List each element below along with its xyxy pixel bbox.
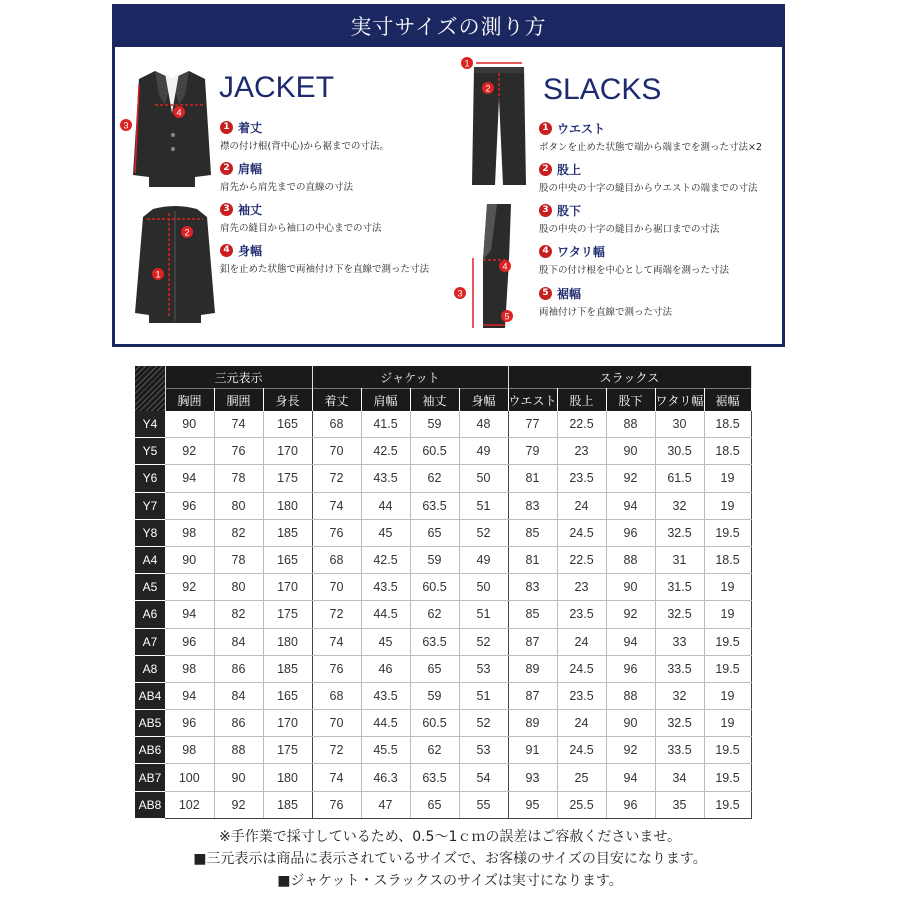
table-row — [135, 710, 751, 737]
table-cell: 92 — [606, 465, 655, 492]
table-row — [135, 628, 751, 655]
table-cell: 70 — [312, 710, 361, 737]
item-name: 袖丈 — [238, 203, 263, 217]
table-cell: 19.5 — [704, 628, 751, 655]
table-cell: 45 — [361, 519, 410, 546]
size-table — [135, 366, 752, 819]
row-size-label: AB6 — [135, 737, 165, 764]
table-cell: 44 — [361, 492, 410, 519]
table-cell: 72 — [312, 601, 361, 628]
table-cell: 89 — [508, 710, 557, 737]
number-badge: 1 — [539, 122, 552, 135]
table-cell: 41.5 — [361, 411, 410, 438]
svg-text:4: 4 — [176, 107, 182, 118]
table-cell: 32.5 — [655, 601, 704, 628]
table-cell: 180 — [263, 492, 312, 519]
table-cell: 24 — [557, 492, 606, 519]
table-cell: 90 — [606, 574, 655, 601]
svg-text:2: 2 — [485, 83, 491, 94]
number-badge: 3 — [220, 203, 233, 216]
table-cell: 92 — [606, 737, 655, 764]
table-cell: 86 — [214, 710, 263, 737]
column-header: 裾幅 — [704, 389, 751, 412]
number-badge: 3 — [539, 204, 552, 217]
table-cell: 44.5 — [361, 601, 410, 628]
table-cell: 50 — [459, 465, 508, 492]
table-cell: 90 — [214, 764, 263, 791]
jacket-label: JACKET — [219, 71, 335, 104]
table-cell: 49 — [459, 438, 508, 465]
note-line: ■ジャケット・スラックスのサイズは実寸になります。 — [277, 873, 623, 889]
table-cell: 76 — [214, 438, 263, 465]
item-name: 着丈 — [238, 121, 263, 135]
table-cell: 19.5 — [704, 764, 751, 791]
table-cell: 59 — [410, 411, 459, 438]
table-cell: 62 — [410, 465, 459, 492]
column-header: 股下 — [606, 389, 655, 412]
table-cell: 84 — [214, 682, 263, 709]
row-size-label: Y5 — [135, 438, 165, 465]
table-cell: 85 — [508, 601, 557, 628]
item-desc: ボタンを止めた状態で端から端までを測った寸法×2 — [539, 142, 763, 153]
table-cell: 60.5 — [410, 710, 459, 737]
table-cell: 68 — [312, 411, 361, 438]
table-cell: 86 — [214, 655, 263, 682]
table-cell: 165 — [263, 546, 312, 573]
table-cell: 80 — [214, 574, 263, 601]
item-name: 裾幅 — [557, 287, 582, 301]
table-cell: 76 — [312, 791, 361, 818]
table-cell: 96 — [165, 628, 214, 655]
row-size-label: Y8 — [135, 519, 165, 546]
column-header: ウエスト — [508, 389, 557, 412]
table-cell: 74 — [312, 764, 361, 791]
table-cell: 88 — [214, 737, 263, 764]
table-cell: 50 — [459, 574, 508, 601]
table-cell: 98 — [165, 737, 214, 764]
svg-text:3: 3 — [457, 288, 463, 299]
table-cell: 31.5 — [655, 574, 704, 601]
table-cell: 22.5 — [557, 546, 606, 573]
table-cell: 91 — [508, 737, 557, 764]
item-desc: 股の中央の十字の縫目から裾口までの寸法 — [539, 224, 720, 235]
table-cell: 19.5 — [704, 737, 751, 764]
table-cell: 76 — [312, 519, 361, 546]
slacks-front-illustration — [458, 55, 533, 190]
table-row — [135, 655, 751, 682]
table-cell: 80 — [214, 492, 263, 519]
table-cell: 92 — [606, 601, 655, 628]
table-cell: 42.5 — [361, 438, 410, 465]
table-cell: 81 — [508, 465, 557, 492]
table-cell: 89 — [508, 655, 557, 682]
table-cell: 23.5 — [557, 682, 606, 709]
svg-text:5: 5 — [504, 311, 510, 322]
table-cell: 81 — [508, 546, 557, 573]
row-size-label: A4 — [135, 546, 165, 573]
table-cell: 165 — [263, 682, 312, 709]
table-cell: 43.5 — [361, 682, 410, 709]
table-cell: 74 — [214, 411, 263, 438]
table-cell: 19.5 — [704, 519, 751, 546]
svg-text:1: 1 — [464, 58, 470, 69]
table-cell: 63.5 — [410, 764, 459, 791]
table-cell: 70 — [312, 574, 361, 601]
table-row — [135, 438, 751, 465]
item-name: 股下 — [557, 204, 582, 218]
table-cell: 68 — [312, 546, 361, 573]
row-size-label: A6 — [135, 601, 165, 628]
row-size-label: A7 — [135, 628, 165, 655]
table-cell: 23.5 — [557, 465, 606, 492]
table-cell: 53 — [459, 655, 508, 682]
table-cell: 78 — [214, 465, 263, 492]
table-cell: 59 — [410, 546, 459, 573]
table-cell: 18.5 — [704, 438, 751, 465]
table-cell: 74 — [312, 628, 361, 655]
table-cell: 90 — [606, 438, 655, 465]
table-cell: 34 — [655, 764, 704, 791]
item-name: 股上 — [557, 163, 582, 177]
table-cell: 96 — [165, 710, 214, 737]
table-cell: 65 — [410, 791, 459, 818]
slacks-item-waist — [539, 120, 762, 153]
table-cell: 24.5 — [557, 519, 606, 546]
row-size-label: Y6 — [135, 465, 165, 492]
table-cell: 83 — [508, 492, 557, 519]
table-cell: 70 — [312, 438, 361, 465]
table-cell: 24.5 — [557, 737, 606, 764]
table-cell: 175 — [263, 601, 312, 628]
guide-title: 実寸サイズの測り方 — [115, 7, 782, 47]
svg-text:4: 4 — [502, 261, 508, 272]
note-line: ■三元表示は商品に表示されているサイズで、お客様のサイズの目安になります。 — [193, 851, 707, 867]
table-cell: 19.5 — [704, 791, 751, 818]
table-cell: 45 — [361, 628, 410, 655]
table-cell: 180 — [263, 628, 312, 655]
table-cell: 96 — [606, 519, 655, 546]
group-header-jacket: ジャケット — [312, 366, 508, 389]
table-cell: 102 — [165, 791, 214, 818]
table-cell: 19 — [704, 710, 751, 737]
table-cell: 25.5 — [557, 791, 606, 818]
table-cell: 93 — [508, 764, 557, 791]
table-cell: 52 — [459, 519, 508, 546]
table-cell: 92 — [165, 574, 214, 601]
item-desc: 両袖付け下を直線で測った寸法 — [539, 307, 673, 318]
slacks-item-rise — [539, 161, 758, 194]
table-cell: 49 — [459, 546, 508, 573]
svg-text:2: 2 — [184, 227, 190, 238]
table-row — [135, 682, 751, 709]
row-size-label: AB8 — [135, 791, 165, 818]
table-cell: 43.5 — [361, 465, 410, 492]
column-header: 胴囲 — [214, 389, 263, 412]
column-header: 身幅 — [459, 389, 508, 412]
group-header-slacks: スラックス — [508, 366, 751, 389]
table-cell: 19 — [704, 465, 751, 492]
table-cell: 32.5 — [655, 519, 704, 546]
table-cell: 23 — [557, 438, 606, 465]
table-cell: 18.5 — [704, 546, 751, 573]
column-header: 袖丈 — [410, 389, 459, 412]
row-size-label: AB5 — [135, 710, 165, 737]
column-header: 肩幅 — [361, 389, 410, 412]
table-cell: 24 — [557, 628, 606, 655]
table-row — [135, 492, 751, 519]
table-cell: 18.5 — [704, 411, 751, 438]
table-cell: 165 — [263, 411, 312, 438]
table-cell: 22.5 — [557, 411, 606, 438]
table-cell: 23 — [557, 574, 606, 601]
item-desc: 襟の付け根(背中心)から裾までの寸法。 — [220, 141, 389, 152]
table-row — [135, 764, 751, 791]
svg-text:3: 3 — [123, 120, 129, 131]
table-cell: 63.5 — [410, 628, 459, 655]
table-cell: 95 — [508, 791, 557, 818]
number-badge: 4 — [220, 244, 233, 257]
item-name: 肩幅 — [238, 162, 263, 176]
jacket-back-illustration — [133, 203, 218, 325]
table-cell: 98 — [165, 519, 214, 546]
table-cell: 84 — [214, 628, 263, 655]
table-cell: 42.5 — [361, 546, 410, 573]
jacket-item-sleeve — [220, 201, 382, 234]
svg-text:1: 1 — [155, 269, 161, 280]
note-line: ※手作業で採寸しているため、0.5〜1ｃｍの誤差はご容赦くださいませ。 — [219, 829, 681, 845]
table-cell: 88 — [606, 682, 655, 709]
item-desc: 釦を止めた状態で両袖付け下を直線で測った寸法 — [220, 264, 430, 275]
table-cell: 185 — [263, 791, 312, 818]
item-desc: 股下の付け根を中心として両端を測った寸法 — [539, 265, 730, 276]
jacket-item-chest — [220, 242, 429, 275]
number-badge: 1 — [220, 121, 233, 134]
table-cell: 94 — [606, 492, 655, 519]
table-cell: 53 — [459, 737, 508, 764]
table-row — [135, 546, 751, 573]
table-cell: 94 — [165, 601, 214, 628]
table-cell: 61.5 — [655, 465, 704, 492]
row-size-label: A5 — [135, 574, 165, 601]
table-row — [135, 791, 751, 818]
row-size-label: AB4 — [135, 682, 165, 709]
table-cell: 98 — [165, 655, 214, 682]
number-badge: 4 — [539, 245, 552, 258]
table-cell: 78 — [214, 546, 263, 573]
table-row — [135, 601, 751, 628]
column-header: 股上 — [557, 389, 606, 412]
table-cell: 33.5 — [655, 655, 704, 682]
row-size-label: A8 — [135, 655, 165, 682]
number-badge: 2 — [220, 162, 233, 175]
table-cell: 30 — [655, 411, 704, 438]
table-cell: 83 — [508, 574, 557, 601]
table-cell: 185 — [263, 519, 312, 546]
table-cell: 185 — [263, 655, 312, 682]
table-cell: 48 — [459, 411, 508, 438]
table-cell: 24 — [557, 710, 606, 737]
measurement-guide — [112, 4, 785, 347]
sleeve-marker-3 — [119, 118, 133, 132]
table-cell: 92 — [165, 438, 214, 465]
row-size-label: Y7 — [135, 492, 165, 519]
item-name: 身幅 — [238, 244, 263, 258]
table-cell: 47 — [361, 791, 410, 818]
table-cell: 52 — [459, 628, 508, 655]
table-cell: 55 — [459, 791, 508, 818]
column-header: 身長 — [263, 389, 312, 412]
table-cell: 63.5 — [410, 492, 459, 519]
table-cell: 175 — [263, 465, 312, 492]
item-desc: 肩先から肩先までの直線の寸法 — [220, 182, 354, 193]
table-cell: 94 — [165, 465, 214, 492]
table-row — [135, 411, 751, 438]
table-row — [135, 465, 751, 492]
column-header: 着丈 — [312, 389, 361, 412]
table-cell: 32 — [655, 682, 704, 709]
table-cell: 43.5 — [361, 574, 410, 601]
table-cell: 35 — [655, 791, 704, 818]
slacks-item-hem — [539, 285, 672, 318]
table-cell: 19 — [704, 492, 751, 519]
table-cell: 59 — [410, 682, 459, 709]
table-cell: 180 — [263, 764, 312, 791]
table-cell: 96 — [165, 492, 214, 519]
table-cell: 19.5 — [704, 655, 751, 682]
table-cell: 87 — [508, 682, 557, 709]
table-row — [135, 737, 751, 764]
table-cell: 46.3 — [361, 764, 410, 791]
table-cell: 51 — [459, 492, 508, 519]
item-desc: 肩先の縫目から袖口の中心までの寸法 — [220, 223, 382, 234]
table-cell: 54 — [459, 764, 508, 791]
table-cell: 88 — [606, 411, 655, 438]
table-cell: 90 — [165, 546, 214, 573]
table-cell: 90 — [165, 411, 214, 438]
table-cell: 72 — [312, 737, 361, 764]
table-row — [135, 574, 751, 601]
item-name: ウエスト — [557, 122, 606, 136]
table-cell: 175 — [263, 737, 312, 764]
table-cell: 94 — [165, 682, 214, 709]
item-name: ワタリ幅 — [557, 245, 605, 259]
table-cell: 19 — [704, 682, 751, 709]
table-cell: 88 — [606, 546, 655, 573]
table-cell: 45.5 — [361, 737, 410, 764]
table-cell: 44.5 — [361, 710, 410, 737]
table-cell: 46 — [361, 655, 410, 682]
table-cell: 74 — [312, 492, 361, 519]
table-row — [135, 519, 751, 546]
table-cell: 23.5 — [557, 601, 606, 628]
table-cell: 32.5 — [655, 710, 704, 737]
column-header: ワタリ幅 — [655, 389, 704, 412]
table-cell: 60.5 — [410, 574, 459, 601]
table-cell: 170 — [263, 710, 312, 737]
table-cell: 51 — [459, 682, 508, 709]
slacks-item-thigh — [539, 243, 729, 276]
table-cell: 60.5 — [410, 438, 459, 465]
table-cell: 100 — [165, 764, 214, 791]
row-size-label: Y4 — [135, 411, 165, 438]
table-cell: 51 — [459, 601, 508, 628]
number-badge: 5 — [539, 287, 552, 300]
table-corner — [135, 366, 165, 411]
table-cell: 170 — [263, 574, 312, 601]
table-cell: 87 — [508, 628, 557, 655]
table-cell: 170 — [263, 438, 312, 465]
table-cell: 77 — [508, 411, 557, 438]
table-cell: 52 — [459, 710, 508, 737]
table-cell: 72 — [312, 465, 361, 492]
notes — [0, 826, 900, 892]
table-cell: 65 — [410, 519, 459, 546]
item-desc: 股の中央の十字の縫目からウエストの端までの寸法 — [539, 183, 758, 194]
table-cell: 68 — [312, 682, 361, 709]
jacket-item-length — [220, 119, 389, 152]
table-cell: 96 — [606, 655, 655, 682]
number-badge: 2 — [539, 163, 552, 176]
table-cell: 31 — [655, 546, 704, 573]
row-size-label: AB7 — [135, 764, 165, 791]
table-cell: 33 — [655, 628, 704, 655]
table-cell: 85 — [508, 519, 557, 546]
table-cell: 92 — [214, 791, 263, 818]
table-cell: 19 — [704, 574, 751, 601]
table-cell: 62 — [410, 601, 459, 628]
table-cell: 25 — [557, 764, 606, 791]
column-header: 胸囲 — [165, 389, 214, 412]
table-cell: 94 — [606, 628, 655, 655]
table-cell: 19 — [704, 601, 751, 628]
jacket-item-shoulder — [220, 160, 353, 193]
table-cell: 90 — [606, 710, 655, 737]
table-cell: 96 — [606, 791, 655, 818]
table-cell: 79 — [508, 438, 557, 465]
table-cell: 24.5 — [557, 655, 606, 682]
table-cell: 94 — [606, 764, 655, 791]
slacks-label: SLACKS — [543, 73, 662, 106]
table-cell: 30.5 — [655, 438, 704, 465]
table-cell: 33.5 — [655, 737, 704, 764]
table-cell: 82 — [214, 519, 263, 546]
table-cell: 65 — [410, 655, 459, 682]
table-cell: 82 — [214, 601, 263, 628]
group-header-nominal: 三元表示 — [165, 366, 312, 389]
slacks-side-illustration — [451, 200, 531, 335]
table-cell: 32 — [655, 492, 704, 519]
table-cell: 62 — [410, 737, 459, 764]
table-cell: 76 — [312, 655, 361, 682]
jacket-front-illustration — [125, 65, 220, 190]
slacks-item-inseam — [539, 202, 720, 235]
